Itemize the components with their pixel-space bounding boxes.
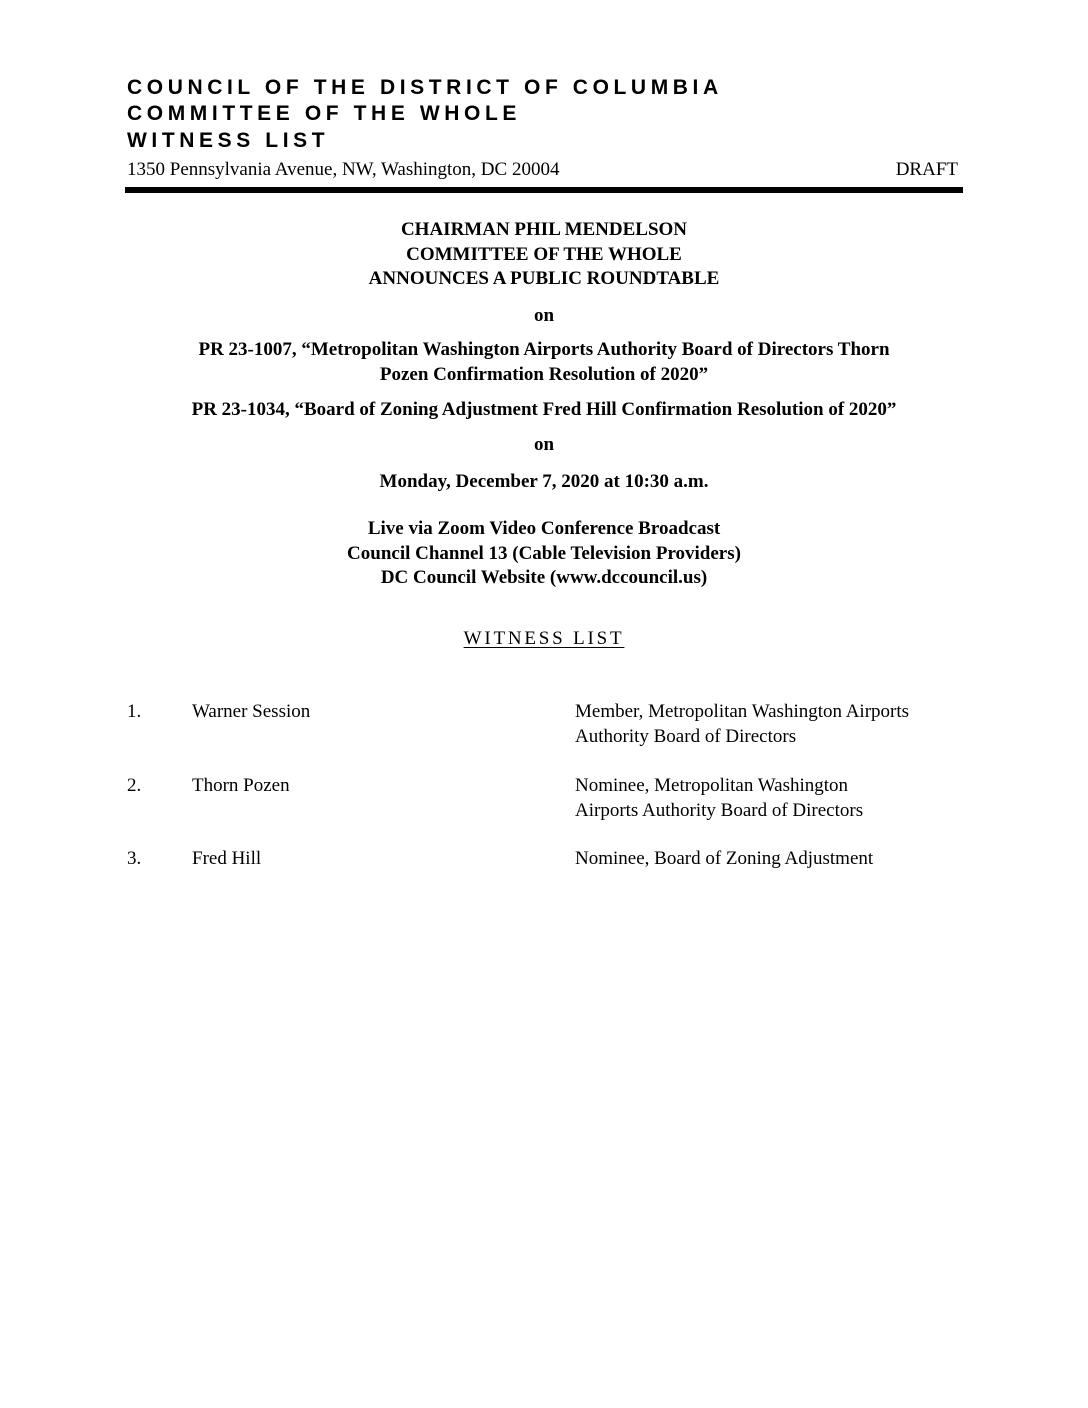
witness-role-line-1: Member, Metropolitan Washington Airports: [575, 701, 910, 722]
witness-number: 3.: [127, 848, 142, 869]
venue-channel: Council Channel 13 (Cable Television Providers): [347, 542, 741, 564]
address: 1350 Pennsylvania Avenue, NW, Washington, DC 20004: [127, 159, 560, 180]
witness-name: Fred Hill: [192, 848, 262, 869]
witness-role: [575, 700, 909, 749]
announcement: [100, 218, 988, 292]
header-committee-name: COMMITTEE OF THE WHOLE: [127, 102, 522, 125]
witness-name: Thorn Pozen: [192, 775, 290, 796]
witness-number: 2.: [127, 775, 142, 796]
header-rule: [125, 187, 963, 193]
resolution-1-line-2: Pozen Confirmation Resolution of 2020”: [379, 363, 709, 385]
venue-website: DC Council Website (www.dccouncil.us): [380, 567, 708, 588]
witness-role: [575, 774, 863, 823]
resolution-pr-23-1007: [100, 338, 988, 387]
witness-number: 1.: [127, 701, 142, 722]
resolution-pr-23-1034: PR 23-1034, “Board of Zoning Adjustment Fred Hill Confirmation Resolution of 2020”: [191, 399, 897, 420]
address-row: [127, 157, 962, 183]
announcement-committee: COMMITTEE OF THE WHOLE: [406, 243, 682, 265]
draft-status: DRAFT: [895, 159, 958, 180]
venue-zoom: Live via Zoom Video Conference Broadcast: [367, 518, 721, 539]
on-text-1: on: [533, 305, 555, 326]
hearing-date: Monday, December 7, 2020 at 10:30 a.m.: [379, 471, 709, 492]
header-document-type: WITNESS LIST: [127, 129, 330, 152]
announcement-roundtable: ANNOUNCES A PUBLIC ROUNDTABLE: [368, 268, 720, 289]
on-text-2: on: [533, 434, 555, 455]
resolution-1-line-1: PR 23-1007, “Metropolitan Washington Airports Authority Board of Directors Thorn: [198, 339, 890, 360]
witness-role-line-1: Nominee, Metropolitan Washington: [575, 775, 849, 796]
venue: [100, 517, 988, 591]
witness-role-line-2: Airports Authority Board of Directors: [575, 799, 864, 821]
witness-list-title: [100, 627, 988, 651]
witness-role: [575, 847, 873, 872]
header-council-name: COUNCIL OF THE DISTRICT OF COLUMBIA: [127, 76, 723, 99]
announcement-chairman: CHAIRMAN PHIL MENDELSON: [400, 219, 688, 240]
witness-list-title-text: WITNESS LIST: [463, 628, 625, 649]
witness-name: Warner Session: [192, 701, 311, 722]
witness-role-line-2: Authority Board of Directors: [575, 725, 797, 747]
witness-role-line-1: Nominee, Board of Zoning Adjustment: [575, 848, 874, 869]
